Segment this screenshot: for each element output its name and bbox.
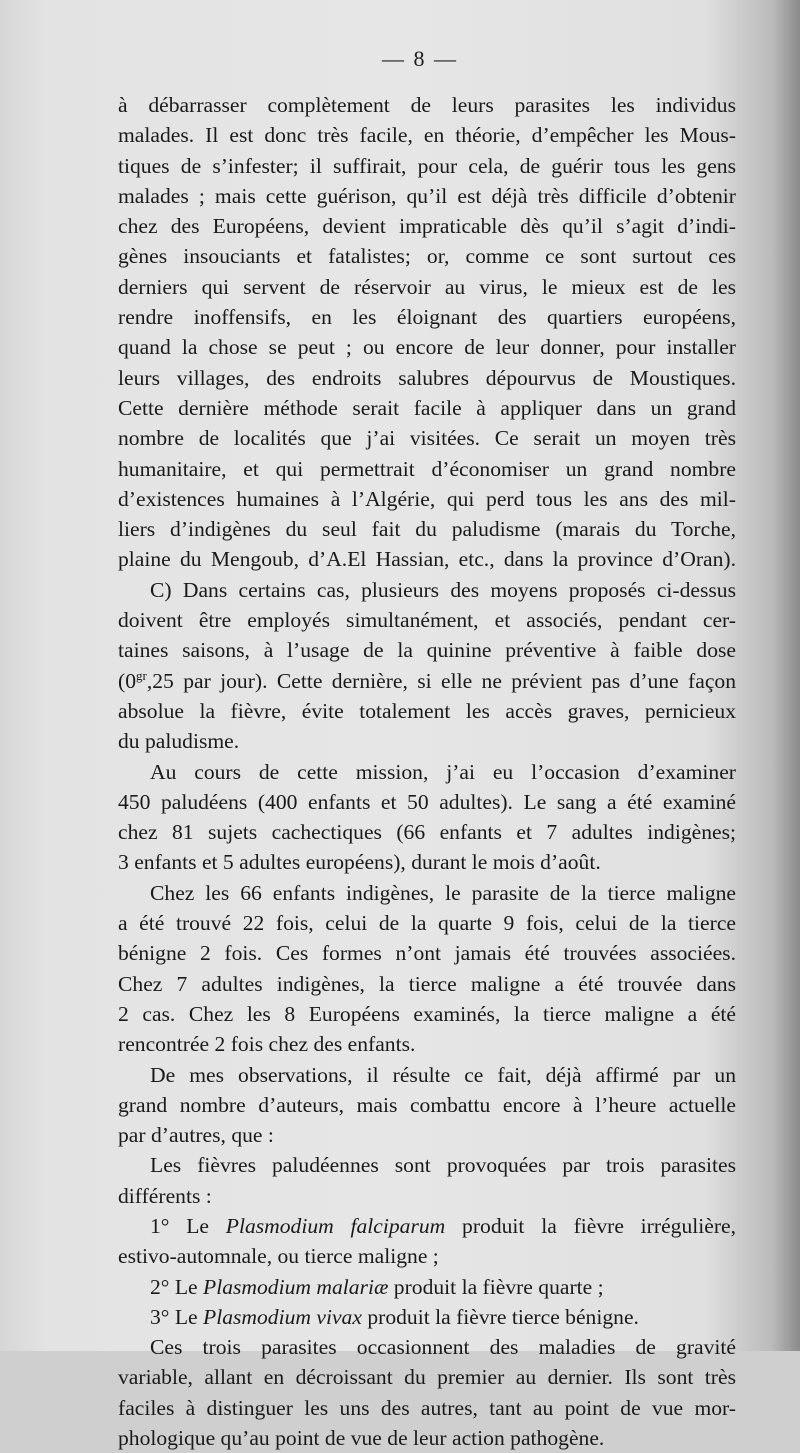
text-line: Les fièvres paludéennes sont provoquées par trois parasites — [150, 1153, 736, 1178]
text-line: nombre de localités que j’ai visitées. Ce serait un moyen très — [118, 426, 736, 451]
text-line: absolue la fièvre, évite totalement les accès graves, pernicieux — [118, 698, 736, 723]
text-line: d’existences humaines à l’Algérie, qui perd tous les ans des mil- — [118, 486, 736, 511]
text-line: phologique qu’au point de vue de leur action pathogène. — [118, 1426, 605, 1451]
text-line: différents : — [118, 1183, 212, 1208]
text-line — [118, 1272, 736, 1302]
text-line: Cette dernière méthode serait facile à appliquer dans un grand — [118, 395, 736, 420]
text-line — [118, 666, 736, 696]
text-line: liers d’indigènes du seul fait du paludisme (marais du Torche, — [118, 517, 736, 542]
text-line: faciles à distinguer les uns des autres, tant au point de vue mor- — [118, 1395, 736, 1420]
text-line: Ces trois parasites occasionnent des maladies de gravité — [150, 1335, 736, 1360]
dose-suffix: ,25 par jour). Cette dernière, si elle ne prévient pas d’une façon — [146, 668, 736, 693]
text-line: 450 paludéens (400 enfants et 50 adultes). Le sang a été examiné — [118, 789, 736, 814]
enum-prefix: 3° Le — [150, 1304, 204, 1329]
text-line: variable, allant en décroissant du premier au dernier. Ils sont très — [118, 1365, 736, 1390]
text-line — [118, 1302, 736, 1332]
text-line: chez des Européens, devient impraticable dès qu’il s’agit d’indi- — [118, 214, 736, 239]
text-line: tiques de s’infester; il suffirait, pour cela, de guérir tous les gens — [118, 153, 736, 178]
species-name: Plasmodium falciparum — [225, 1213, 446, 1238]
text-line: Au cours de cette mission, j’ai eu l’occasion d’examiner — [150, 759, 736, 784]
text-line: leurs villages, des endroits salubres dépourvus de Moustiques. — [118, 365, 736, 390]
enum-prefix: 1° Le — [150, 1213, 226, 1238]
text-line: humanitaire, et qui permettrait d’économiser un grand nombre — [118, 456, 736, 481]
text-line: bénigne 2 fois. Ces formes n’ont jamais été trouvées associées. — [118, 941, 736, 966]
text-line: chez 81 sujets cachectiques (66 enfants et 7 adultes indigènes; — [118, 820, 736, 845]
text-line: Chez les 66 enfants indigènes, le parasite de la tierce maligne — [150, 880, 736, 905]
text-line: 2 cas. Chez les 8 Européens examinés, la tierce maligne a été — [118, 1001, 736, 1026]
enum-rest: produit la fièvre quarte ; — [388, 1274, 604, 1299]
enum-rest: produit la fièvre tierce bénigne. — [361, 1304, 639, 1329]
text-line — [118, 1211, 736, 1241]
text-line: malades. Il est donc très facile, en théorie, d’empêcher les Mous- — [118, 123, 736, 148]
species-name: Plasmodium malariæ — [203, 1274, 389, 1299]
text-line: Chez 7 adultes indigènes, la tierce maligne a été trouvée dans — [118, 971, 736, 996]
text-line: derniers qui servent de réservoir au virus, le mieux est de les — [118, 274, 736, 299]
enum-prefix: 2° Le — [150, 1274, 204, 1299]
text-line: plaine du Mengoub, d’A.El Hassian, etc., dans la province d’Oran). — [118, 547, 736, 572]
page-edge-shadow — [772, 0, 800, 1351]
text-line: du paludisme. — [118, 729, 240, 754]
text-line: rencontrée 2 fois chez des enfants. — [118, 1032, 416, 1057]
text-line: grand nombre d’auteurs, mais combattu encore à l’heure actuelle — [118, 1092, 736, 1117]
dose-prefix: (0 — [118, 668, 136, 693]
text-line: à débarrasser complètement de leurs parasites les individus — [118, 93, 736, 117]
text-line: De mes observations, il résulte ce fait, déjà affirmé par un — [150, 1062, 736, 1087]
text-line: doivent être employés simultanément, et associés, pendant cer- — [118, 608, 736, 633]
text-line: quand la chose se peut ; ou encore de leur donner, pour installer — [118, 335, 736, 360]
text-line: rendre inoffensifs, en les éloignant des quartiers européens, — [118, 305, 736, 330]
text-line: C) Dans certains cas, plusieurs des moyens proposés ci-dessus — [150, 577, 736, 602]
enum-rest: produit la fièvre irrégulière, — [445, 1213, 736, 1238]
text-line: 3 enfants et 5 adultes européens), durant le mois d’août. — [118, 850, 601, 875]
text-line: a été trouvé 22 fois, celui de la quarte 9 fois, celui de la tierce — [118, 911, 736, 936]
text-line: par d’autres, que : — [118, 1123, 274, 1148]
body-text — [118, 90, 736, 1453]
text-line: gènes insouciants et fatalistes; or, comme ce sont surtout ces — [118, 244, 736, 269]
page-number: — 8 — — [382, 46, 458, 71]
text-line: malades ; mais cette guérison, qu’il est déjà très difficile d’obtenir — [118, 183, 736, 208]
text-line: taines saisons, à l’usage de la quinine préventive à faible dose — [118, 638, 736, 663]
dose-unit: gr — [136, 667, 147, 683]
text-line: estivo-automnale, ou tierce maligne ; — [118, 1244, 439, 1269]
species-name: Plasmodium vivax — [203, 1304, 362, 1329]
